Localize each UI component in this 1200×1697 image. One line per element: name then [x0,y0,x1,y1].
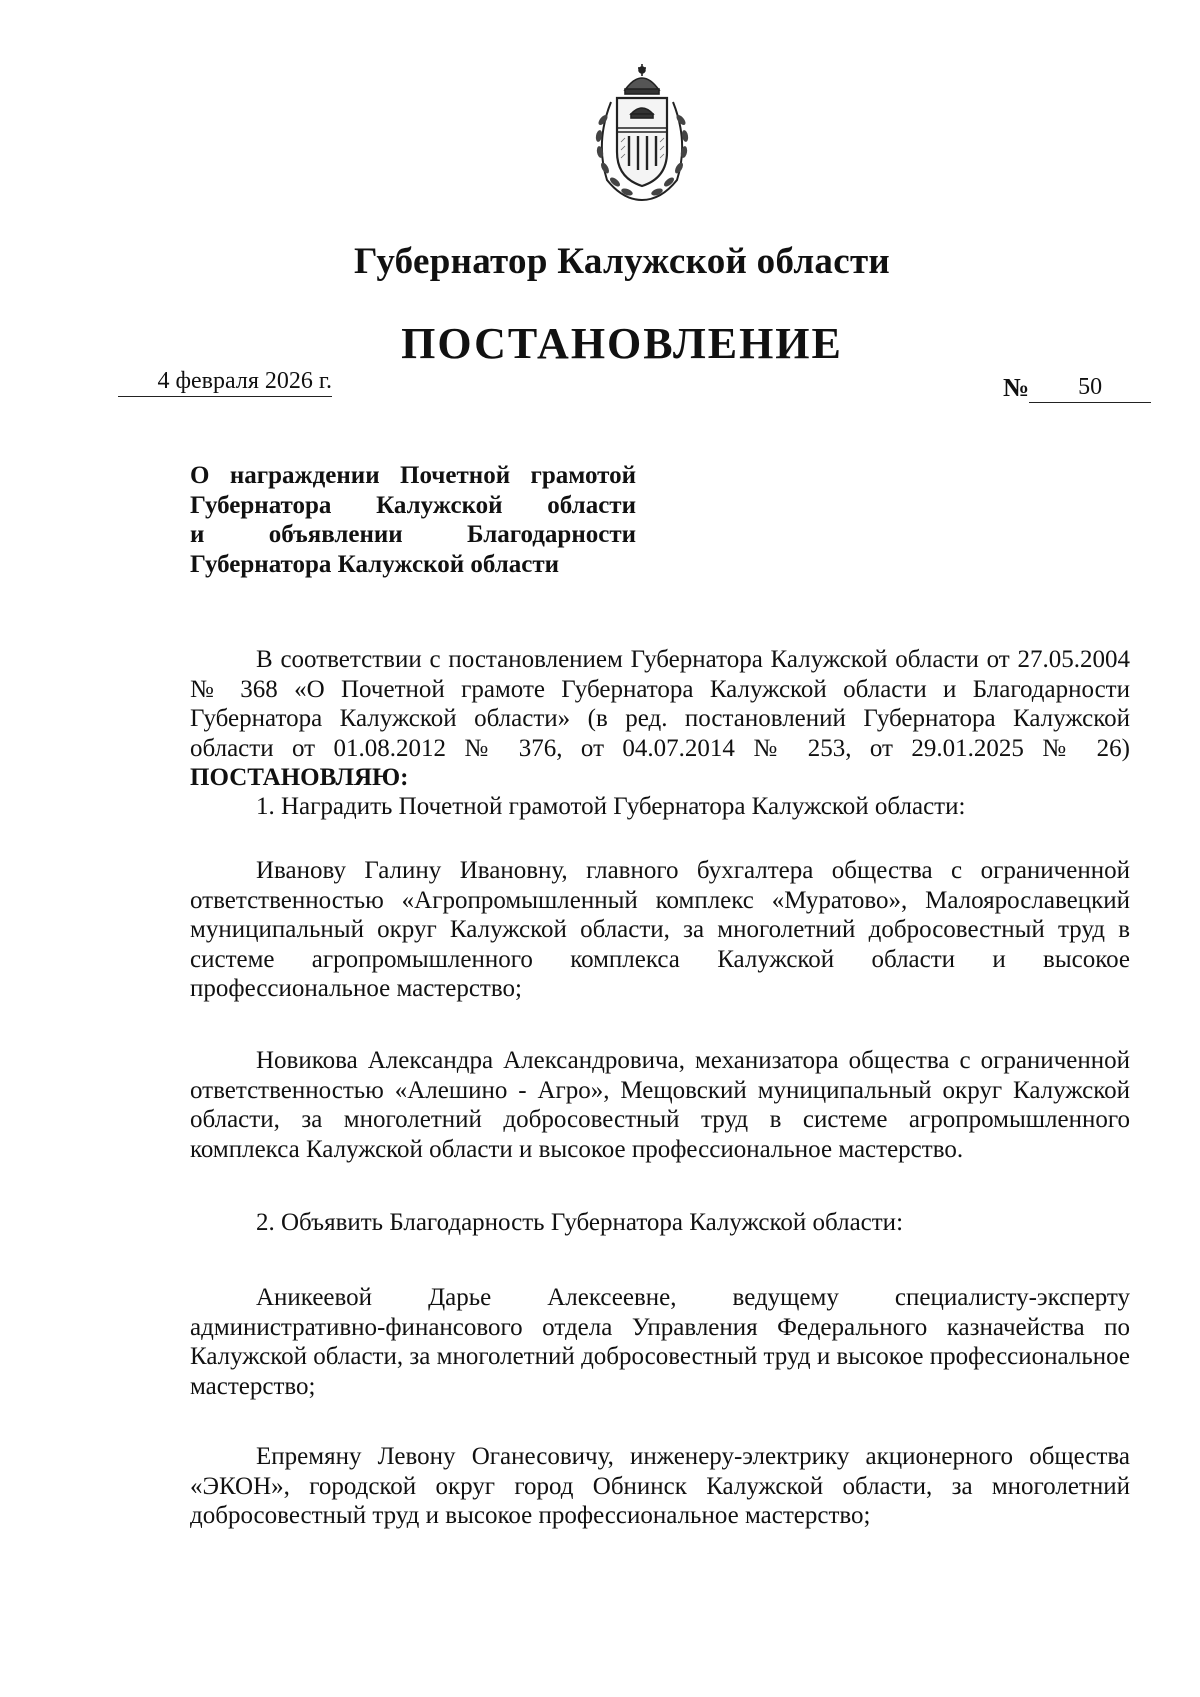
issuing-authority: Губернатор Калужской области [353,241,891,282]
coat-of-arms-emblem-icon [589,62,695,204]
award-2-text: Новикова Александра Александровича, механизатора общества с ограниченной ответственностью «Алешино - Агро», Мещовский муниципальный округ Калужской области, за многолетний добросовестный труд в системе агропромышленного комплекса Калужской области и высокое профессиональное мастерство. [190,1047,1130,1163]
document-number: 50 [1029,372,1151,403]
preamble-text: В соответствии с постановлением Губернатора Калужской области от 27.05.2004 № 368 «О Почетной грамоте Губернатора Калужской области и Благодарности Губернатора Калужской области» (в ред. постановлений Губернатора Калужской области от 01.08.2012 № 376, от 04.07.2014 № 253, от 29.01.2025 № 26) [190,646,1130,762]
thanks-paragraph [190,1283,1130,1401]
document-type-title: ПОСТАНОВЛЕНИЕ [401,319,843,368]
thanks-2-text: Епремяну Левону Оганесовичу, инженеру-электрику акционерного общества «ЭКОН», городской округ город Обнинск Калужской области, за многолетний добросовестный труд и высокое профессиональное мастерство; [190,1443,1130,1529]
subject-line: и объявлении Благодарности [190,521,636,548]
award-1-text: Иванову Галину Ивановну, главного бухгалтера общества с ограниченной ответственностью «Агропромышленный комплекс «Муратово», Малоярославецкий муниципальный округ Калужской области, за многолетний добросовестный труд в системе агропромышленного комплекса Калужской области и высокое профессиональное мастерство; [190,857,1130,1002]
thanks-paragraph [190,1442,1130,1531]
document-date: 4 февраля 2026 г. [157,368,332,394]
point-2-heading [190,1208,1130,1238]
point-1-heading [190,792,1130,822]
thanks-1-text: Аникеевой Дарье Алексеевне, ведущему специалисту-эксперту административно-финансового отдела Управления Федерального казначейства по Калужской области, за многолетний добросовестный труд и высокое профессиональное мастерство; [190,1284,1130,1400]
document-subject [190,461,636,579]
point-1-text: 1. Наградить Почетной грамотой Губернатора Калужской области: [256,793,966,820]
award-paragraph [190,1046,1130,1164]
number-sign: № [1003,373,1030,402]
subject-line: Губернатора Калужской области [190,550,560,578]
subject-line: О награждении Почетной грамотой [190,462,636,489]
decree-word: ПОСТАНОВЛЯЮ: [190,764,409,791]
award-paragraph [190,856,1130,1004]
point-2-text: 2. Объявить Благодарность Губернатора Калужской области: [256,1209,904,1236]
document-date-field [118,366,332,397]
preamble-paragraph [190,645,1130,793]
document-number-field [1003,372,1151,403]
subject-line: Губернатора Калужской области [190,491,636,519]
